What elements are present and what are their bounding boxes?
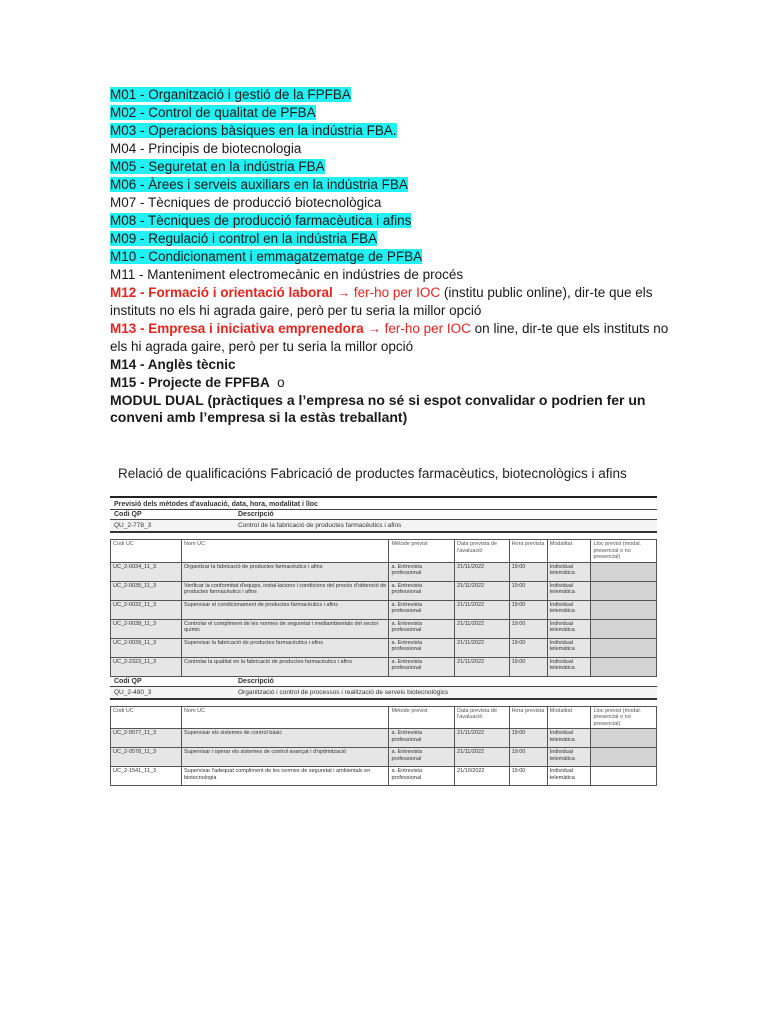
- module-title: Tècniques de producció farmacèutica i afins: [148, 213, 412, 228]
- arrow-right-icon: →: [367, 321, 381, 336]
- group-header: [110, 510, 657, 520]
- table-header-row: [111, 540, 657, 563]
- table-cell: a. Entrevista professional: [389, 729, 455, 748]
- module-item: [110, 248, 670, 266]
- table-cell: UC_2-0038_11_3: [111, 619, 182, 638]
- module-title: Àrees i serveis auxiliars en la indústria FBA: [148, 177, 408, 192]
- table-cell: 21/11/2022: [454, 600, 509, 619]
- table-cell: 19:00: [509, 619, 547, 638]
- table-cell: [591, 729, 657, 748]
- table-cell: 21/11/2022: [454, 619, 509, 638]
- module-list: [110, 86, 670, 426]
- module-item: [110, 266, 670, 284]
- table-header-row: [111, 706, 657, 729]
- module-item: [110, 158, 670, 176]
- module-label: M01 -: [110, 87, 149, 102]
- module-label: M04 -: [110, 141, 149, 156]
- group-code: QU_2-778_3: [114, 522, 152, 529]
- scanned-evaluation-table: [110, 496, 657, 781]
- table-cell: UC_2-0034_11_3: [111, 562, 182, 581]
- table-cell: Individual telemàtica: [547, 619, 591, 638]
- table-cell: [591, 657, 657, 676]
- module-title: Condicionament i emmagatzematge de PFBA: [148, 249, 423, 264]
- module-item: [110, 122, 670, 140]
- column-header: Mètode previst: [389, 706, 455, 729]
- module-title: Manteniment electromecànic en indústries de procés: [147, 267, 464, 282]
- table-cell: 19:00: [509, 729, 547, 748]
- table-cell: 21/11/2022: [454, 748, 509, 767]
- table-cell: Supervisar i operar els sistemes de control avançat i d'optimització: [181, 748, 388, 767]
- module-item: [110, 140, 670, 158]
- column-header: Nom UC: [181, 540, 388, 563]
- module-m13-title: M13 - Empresa i iniciativa emprenedora: [110, 321, 364, 336]
- table-cell: Controlar la qualitat en la fabricació de productes farmacèutics i afins: [181, 657, 388, 676]
- table-row: [111, 600, 657, 619]
- uc-table: [110, 539, 657, 677]
- table-cell: UC_2-1541_11_3: [111, 767, 182, 786]
- table-cell: Individual telemàtica: [547, 657, 591, 676]
- table-cell: a. Entrevista professional: [389, 657, 455, 676]
- table-cell: Individual telemàtica: [547, 581, 591, 600]
- table-row: [111, 767, 657, 786]
- table-cell: a. Entrevista professional: [389, 581, 455, 600]
- table-cell: UC_2-0577_11_3: [111, 729, 182, 748]
- table-row: [111, 748, 657, 767]
- table-cell: Verificar la conformitat d'equips, instal·lacions i condicions del procés d'obtenció de productes farmacèutics i afins: [181, 581, 388, 600]
- table-cell: 21/11/2022: [454, 638, 509, 657]
- uc-table: [110, 706, 657, 787]
- module-title: Tècniques de producció biotecnològica: [148, 195, 382, 210]
- module-title: Seguretat en la indústria FBA: [148, 159, 325, 174]
- column-header: Data prevista de l'avaluació: [454, 540, 509, 563]
- table-cell: Individual telemàtica: [547, 638, 591, 657]
- table-cell: Organitzar la fabricació de productes farmacèutics i afins: [181, 562, 388, 581]
- group-desc: Control de la fabricació de productes farmacèutics i afins: [238, 522, 402, 529]
- table-cell: a. Entrevista professional: [389, 748, 455, 767]
- table-cell: [591, 581, 657, 600]
- table-cell: 19:00: [509, 600, 547, 619]
- table-row: [111, 619, 657, 638]
- table-cell: [591, 619, 657, 638]
- module-label: M03 -: [110, 123, 149, 138]
- column-header: Codi UC: [111, 706, 182, 729]
- column-header: Lloc previst (modal. presencial o no presencial): [591, 540, 657, 563]
- group-header-code: Codi QP: [114, 511, 142, 518]
- table-cell: Supervisar la fabricació de productes farmacèutics i afins: [181, 638, 388, 657]
- table-cell: a. Entrevista professional: [389, 619, 455, 638]
- modul-dual-note: MODUL DUAL (pràctiques a l’empresa no sé si espot convalidar o podrien fer un conveni amb l’empresa si la estàs treballant): [110, 392, 646, 425]
- table-cell: Individual telemàtica: [547, 748, 591, 767]
- column-header: Modalitat: [547, 540, 591, 563]
- table-row: [111, 638, 657, 657]
- table-row: [111, 729, 657, 748]
- table-cell: 21/11/2022: [454, 729, 509, 748]
- table-row: [111, 657, 657, 676]
- table-cell: 19:00: [509, 562, 547, 581]
- module-m12: [110, 284, 670, 320]
- column-header: Lloc previst (modal. presencial o no presencial): [591, 706, 657, 729]
- table-cell: Supervisar els sistemes de control bàsic: [181, 729, 388, 748]
- table-cell: 19:00: [509, 767, 547, 786]
- table-cell: Supervisar el condicionament de productes farmacèutics i afins: [181, 600, 388, 619]
- table-cell: a. Entrevista professional: [389, 638, 455, 657]
- module-item: [110, 176, 670, 194]
- table-cell: 19:00: [509, 638, 547, 657]
- module-m12-title: M12 - Formació i orientació laboral: [110, 285, 333, 300]
- qualifications-caption: Relació de qualificacións Fabricació de productes farmacèutics, biotecnològics i afins: [118, 466, 627, 481]
- table-cell: [591, 748, 657, 767]
- column-header: Modalitat: [547, 706, 591, 729]
- module-title: Control de qualitat de PFBA: [148, 105, 316, 120]
- module-m13-ioc: fer-ho per IOC: [384, 321, 471, 336]
- table-cell: [591, 600, 657, 619]
- group-header: [110, 677, 657, 687]
- module-label: M02 -: [110, 105, 149, 120]
- column-header: Data prevista de l'avaluació: [454, 706, 509, 729]
- module-m15-text: M15 - Projecte de FPFBA: [110, 375, 270, 390]
- column-header: Codi UC: [111, 540, 182, 563]
- column-header: Hora prevista: [509, 706, 547, 729]
- column-header: Mètode previst: [389, 540, 455, 563]
- table-section-title: Previsió dels mètodes d'avaluació, data, hora, modalitat i lloc: [110, 498, 657, 510]
- table-cell: UC_2-0039_11_3: [111, 638, 182, 657]
- module-label: M10 -: [110, 249, 149, 264]
- table-cell: UC_2-0035_11_3: [111, 581, 182, 600]
- module-label: M07 -: [110, 195, 149, 210]
- module-title: Regulació i control en la indústria FBA: [148, 231, 378, 246]
- table-cell: Individual telemàtica: [547, 562, 591, 581]
- module-label: M11 -: [110, 267, 148, 282]
- module-item: [110, 194, 670, 212]
- table-cell: 21/10/2022: [454, 767, 509, 786]
- module-label: M08 -: [110, 213, 149, 228]
- group-qualification: [110, 520, 657, 533]
- column-header: Nom UC: [181, 706, 388, 729]
- table-cell: UC_2-0578_11_3: [111, 748, 182, 767]
- module-label: M09 -: [110, 231, 149, 246]
- module-title: Principis de biotecnologia: [148, 141, 302, 156]
- group-header-code: Codi QP: [114, 677, 142, 685]
- module-m12-ioc: fer-ho per IOC: [353, 285, 441, 300]
- table-cell: Supervisar l'adequat compliment de les normes de seguretat i ambientals en biotecnologia: [181, 767, 388, 786]
- group-desc: Organització i control de processos i realització de serveis biotecnològics: [238, 688, 449, 696]
- table-cell: [591, 767, 657, 786]
- module-item: [110, 230, 670, 248]
- module-label: M06 -: [110, 177, 149, 192]
- table-cell: 19:00: [509, 748, 547, 767]
- table-cell: Individual telemàtica: [547, 767, 591, 786]
- arrow-right-icon: →: [336, 285, 351, 300]
- module-item: [110, 104, 670, 122]
- table-cell: 21/11/2022: [454, 581, 509, 600]
- group-qualification: [110, 687, 657, 700]
- table-cell: 21/11/2022: [454, 562, 509, 581]
- table-row: [111, 562, 657, 581]
- module-m13: [110, 320, 670, 356]
- table-cell: Individual telemàtica: [547, 729, 591, 748]
- group-code: QU_2-480_3: [114, 688, 152, 696]
- table-cell: [591, 562, 657, 581]
- table-cell: a. Entrevista professional: [389, 767, 455, 786]
- table-cell: 19:00: [509, 657, 547, 676]
- module-m12-note: (institu public online), dir-te que els instituts no els hi agrada gaire, però per tu seria la millor opció: [110, 285, 653, 318]
- module-m14: M14 - Anglès tècnic: [110, 357, 236, 372]
- table-cell: a. Entrevista professional: [389, 562, 455, 581]
- module-title: Organització i gestió de la FPFBA: [148, 87, 351, 102]
- column-header: Hora prevista: [509, 540, 547, 563]
- module-label: M05 -: [110, 159, 149, 174]
- module-item: [110, 86, 670, 104]
- table-cell: a. Entrevista professional: [389, 600, 455, 619]
- group-header-desc: Descripció: [238, 511, 274, 518]
- module-m13-note: on line, dir-te que els instituts no els hi agrada gaire, però per tu seria la millor opció: [110, 321, 669, 354]
- table-cell: Individual telemàtica: [547, 600, 591, 619]
- bullet-o-icon: o: [277, 375, 285, 390]
- table-row: [111, 581, 657, 600]
- table-cell: 21/11/2022: [454, 657, 509, 676]
- table-cell: Controlar el compliment de les normes de seguretat i mediambientals del sector químic: [181, 619, 388, 638]
- module-title: Operacions bàsiques en la indústria FBA.: [148, 123, 397, 138]
- table-cell: [591, 638, 657, 657]
- table-cell: UC_2-0032_11_3: [111, 600, 182, 619]
- group-header-desc: Descripció: [238, 677, 274, 685]
- module-m15: [110, 374, 670, 392]
- table-cell: UC_2-2323_11_3: [111, 657, 182, 676]
- table-cell: 19:00: [509, 581, 547, 600]
- module-item: [110, 212, 670, 230]
